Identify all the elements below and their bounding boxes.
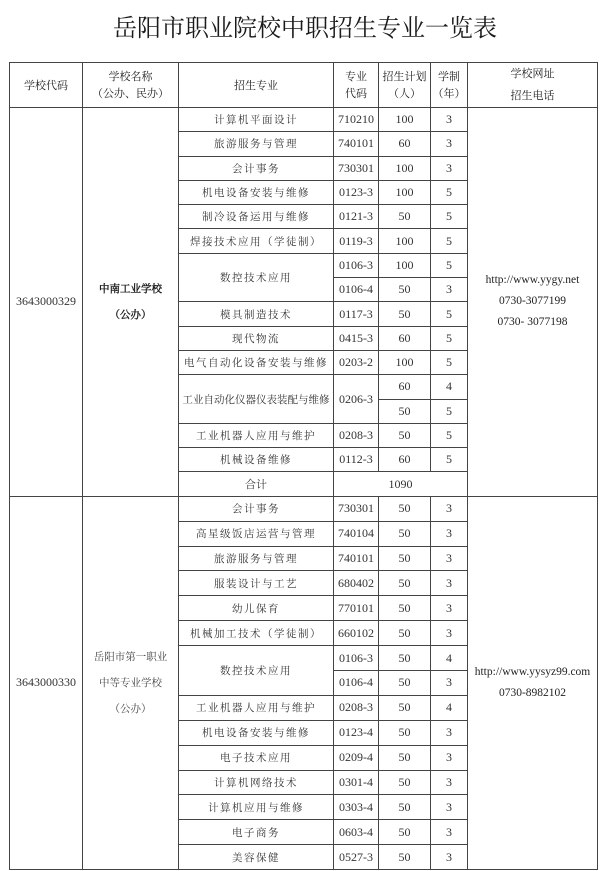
plan-count: 100 xyxy=(379,180,431,204)
years: 3 xyxy=(431,621,468,646)
years: 5 xyxy=(431,423,468,447)
major-code: 740101 xyxy=(334,546,379,571)
major-code: 0208-3 xyxy=(334,423,379,447)
years: 3 xyxy=(431,770,468,795)
years: 3 xyxy=(431,546,468,571)
school-name-line2: 中等专业学校 xyxy=(99,676,162,689)
major-code: 0303-4 xyxy=(334,795,379,820)
school-name xyxy=(83,496,179,869)
years: 3 xyxy=(431,278,468,302)
header-contact-line1: 学校网址 xyxy=(510,67,555,80)
years: 5 xyxy=(431,326,468,350)
major-code: 0123-3 xyxy=(334,180,379,204)
header-plan-line2: （人） xyxy=(388,87,421,100)
major-code: 0117-3 xyxy=(334,302,379,326)
major-code: 710210 xyxy=(334,108,379,132)
total-value: 1090 xyxy=(334,472,468,496)
plan-count: 50 xyxy=(379,621,431,646)
table-row xyxy=(10,496,598,521)
school-code: 3643000330 xyxy=(10,496,83,869)
years: 5 xyxy=(431,205,468,229)
school-website-link[interactable]: http://www.yygy.net xyxy=(485,274,580,287)
major-name: 工业机器人应用与维护 xyxy=(179,423,334,447)
major-code: 0123-4 xyxy=(334,720,379,745)
years: 3 xyxy=(431,156,468,180)
major-name: 电气自动化设备安装与维修 xyxy=(179,350,334,374)
enrollment-table xyxy=(9,62,598,870)
major-code: 0106-4 xyxy=(334,278,379,302)
page-title: 岳阳市职业院校中职招生专业一览表 xyxy=(113,14,497,42)
years: 4 xyxy=(431,375,468,399)
school-name-line3: （公办） xyxy=(109,702,152,715)
plan-count: 60 xyxy=(379,132,431,156)
school-phone: 0730-8982102 xyxy=(498,686,567,699)
header-school-name xyxy=(83,63,179,108)
major-code: 0206-3 xyxy=(334,375,379,424)
header-row xyxy=(10,63,598,108)
plan-count: 50 xyxy=(379,695,431,720)
years: 5 xyxy=(431,302,468,326)
major-name: 高星级饭店运营与管理 xyxy=(179,521,334,546)
plan-count: 100 xyxy=(379,350,431,374)
school-name xyxy=(83,108,179,497)
plan-count: 60 xyxy=(379,326,431,350)
major-code: 730301 xyxy=(334,156,379,180)
header-school-code: 学校代码 xyxy=(10,63,83,108)
years: 4 xyxy=(431,646,468,671)
major-code: 680402 xyxy=(334,571,379,596)
major-name: 电子技术应用 xyxy=(179,745,334,770)
major-code: 0112-3 xyxy=(334,448,379,472)
major-name: 旅游服务与管理 xyxy=(179,132,334,156)
major-name: 数控技术应用 xyxy=(179,253,334,302)
header-years-line2: （年） xyxy=(432,87,466,100)
header-school-name-line2: （公办、民办） xyxy=(92,87,169,100)
school-name-line2: （公办） xyxy=(109,308,152,321)
plan-count: 50 xyxy=(379,302,431,326)
plan-count: 50 xyxy=(379,646,431,671)
plan-count: 50 xyxy=(379,745,431,770)
header-plan xyxy=(379,63,431,108)
header-major: 招生专业 xyxy=(179,63,334,108)
years: 5 xyxy=(431,350,468,374)
plan-count: 50 xyxy=(379,205,431,229)
header-contact-line2: 招生电话 xyxy=(510,89,555,102)
header-contact xyxy=(468,63,598,108)
major-name: 幼儿保育 xyxy=(179,596,334,621)
header-major-code-line2: 代码 xyxy=(345,87,367,100)
plan-count: 50 xyxy=(379,596,431,621)
major-code: 730301 xyxy=(334,496,379,521)
plan-count: 50 xyxy=(379,770,431,795)
major-code: 0208-3 xyxy=(334,695,379,720)
years: 5 xyxy=(431,229,468,253)
plan-count: 50 xyxy=(379,423,431,447)
major-code: 740101 xyxy=(334,132,379,156)
major-name: 计算机平面设计 xyxy=(179,108,334,132)
plan-count: 100 xyxy=(379,108,431,132)
major-code: 0106-3 xyxy=(334,646,379,671)
major-name: 美容保健 xyxy=(179,845,334,870)
major-name: 工业机器人应用与维护 xyxy=(179,695,334,720)
school-contact xyxy=(468,496,598,869)
plan-count: 60 xyxy=(379,448,431,472)
years: 3 xyxy=(431,108,468,132)
plan-count: 100 xyxy=(379,253,431,277)
plan-count: 50 xyxy=(379,571,431,596)
plan-count: 60 xyxy=(379,375,431,399)
major-name: 服装设计与工艺 xyxy=(179,571,334,596)
major-name: 机电设备安装与维修 xyxy=(179,180,334,204)
years: 5 xyxy=(431,448,468,472)
major-code: 0209-4 xyxy=(334,745,379,770)
major-name: 旅游服务与管理 xyxy=(179,546,334,571)
years: 3 xyxy=(431,596,468,621)
major-code: 0106-4 xyxy=(334,670,379,695)
years: 3 xyxy=(431,820,468,845)
years: 3 xyxy=(431,521,468,546)
header-major-code xyxy=(334,63,379,108)
years: 3 xyxy=(431,496,468,521)
plan-count: 50 xyxy=(379,845,431,870)
plan-count: 100 xyxy=(379,156,431,180)
years: 3 xyxy=(431,720,468,745)
years: 3 xyxy=(431,132,468,156)
total-label: 合计 xyxy=(179,472,334,496)
plan-count: 50 xyxy=(379,496,431,521)
major-code: 0527-3 xyxy=(334,845,379,870)
major-code: 0301-4 xyxy=(334,770,379,795)
plan-count: 50 xyxy=(379,670,431,695)
major-name: 机械设备维修 xyxy=(179,448,334,472)
major-name: 制冷设备运用与维修 xyxy=(179,205,334,229)
plan-count: 50 xyxy=(379,820,431,845)
major-name: 机电设备安装与维修 xyxy=(179,720,334,745)
years: 5 xyxy=(431,253,468,277)
header-years-line1: 学制 xyxy=(438,70,460,83)
major-name: 计算机网络技术 xyxy=(179,770,334,795)
plan-count: 50 xyxy=(379,399,431,423)
plan-count: 50 xyxy=(379,546,431,571)
major-code: 770101 xyxy=(334,596,379,621)
school-name-line1: 中南工业学校 xyxy=(99,282,162,295)
major-code: 0119-3 xyxy=(334,229,379,253)
plan-count: 100 xyxy=(379,229,431,253)
years: 3 xyxy=(431,845,468,870)
major-code: 660102 xyxy=(334,621,379,646)
major-name: 计算机应用与维修 xyxy=(179,795,334,820)
school-phone: 0730- 3077198 xyxy=(497,316,568,329)
major-name: 数控技术应用 xyxy=(179,646,334,696)
header-plan-line1: 招生计划 xyxy=(382,70,427,83)
years: 4 xyxy=(431,695,468,720)
years: 5 xyxy=(431,180,468,204)
major-name: 现代物流 xyxy=(179,326,334,350)
header-years xyxy=(431,63,468,108)
table-row xyxy=(10,108,598,132)
major-code: 740104 xyxy=(334,521,379,546)
major-name: 机械加工技术（学徒制） xyxy=(179,621,334,646)
major-name: 会计事务 xyxy=(179,156,334,180)
school-website-link[interactable]: http://www.yysyz99.com xyxy=(474,665,591,678)
plan-count: 50 xyxy=(379,795,431,820)
major-code: 0415-3 xyxy=(334,326,379,350)
major-name: 工业自动化仪器仪表装配与维修 xyxy=(179,375,334,424)
school-name-line1: 岳阳市第一职业 xyxy=(93,650,168,663)
years: 5 xyxy=(431,399,468,423)
major-code: 0106-3 xyxy=(334,253,379,277)
school-contact xyxy=(468,108,598,497)
major-name: 电子商务 xyxy=(179,820,334,845)
major-name: 会计事务 xyxy=(179,496,334,521)
school-code: 3643000329 xyxy=(10,108,83,497)
major-code: 0603-4 xyxy=(334,820,379,845)
major-code: 0203-2 xyxy=(334,350,379,374)
years: 3 xyxy=(431,571,468,596)
header-major-code-line1: 专业 xyxy=(345,70,367,83)
plan-count: 50 xyxy=(379,720,431,745)
years: 3 xyxy=(431,745,468,770)
major-name: 焊接技术应用（学徒制） xyxy=(179,229,334,253)
major-code: 0121-3 xyxy=(334,205,379,229)
header-school-name-line1: 学校名称 xyxy=(108,70,153,83)
major-name: 模具制造技术 xyxy=(179,302,334,326)
years: 3 xyxy=(431,670,468,695)
plan-count: 50 xyxy=(379,521,431,546)
plan-count: 50 xyxy=(379,278,431,302)
years: 3 xyxy=(431,795,468,820)
school-phone: 0730-3077199 xyxy=(498,295,567,308)
